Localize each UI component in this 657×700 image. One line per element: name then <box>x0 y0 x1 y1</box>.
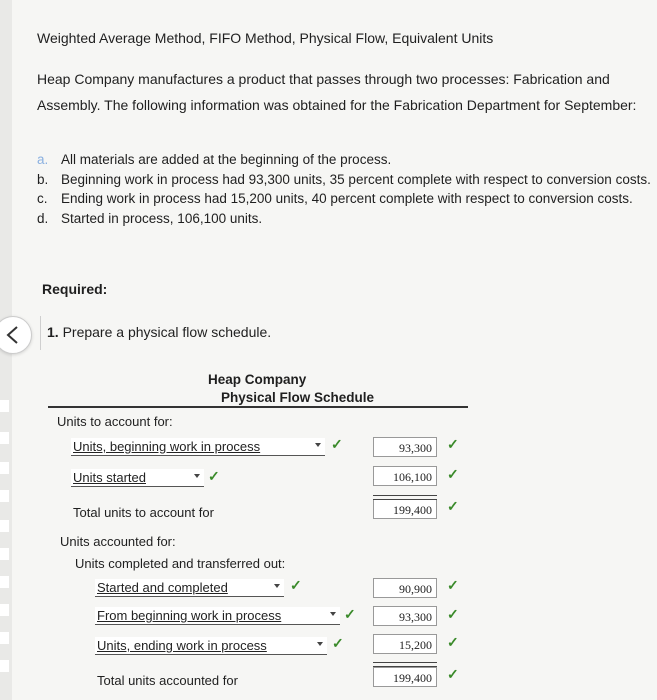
check-icon: ✓ <box>447 666 459 682</box>
from-bwip-select[interactable] <box>95 607 340 625</box>
from-bwip-input[interactable]: 93,300 <box>373 606 437 626</box>
check-icon: ✓ <box>447 498 459 514</box>
check-icon: ✓ <box>447 577 459 593</box>
list-item-text: Ending work in process had 15,200 units, 40 percent complete with respect to conversion costs. <box>61 191 633 206</box>
started-completed-input[interactable]: 90,900 <box>373 578 437 598</box>
chevron-down-icon <box>315 443 321 447</box>
total-accounted-label: Total units accounted for <box>97 673 238 688</box>
list-item-text: All materials are added at the beginning of the process. <box>61 152 392 167</box>
header-rule <box>48 406 468 408</box>
chevron-down-icon <box>194 474 200 478</box>
bwip-input[interactable]: 93,300 <box>373 437 437 457</box>
list-marker: d. <box>37 210 49 226</box>
ewip-input[interactable]: 15,200 <box>373 634 437 654</box>
gutter-mark <box>0 490 9 502</box>
completed-header: Units completed and transferred out: <box>75 556 286 571</box>
question-divider <box>40 316 41 350</box>
check-icon: ✓ <box>290 577 302 593</box>
gutter-mark <box>0 576 9 588</box>
list-item-text: Started in process, 106,100 units. <box>61 210 263 226</box>
double-rule <box>373 495 437 500</box>
accounted-header: Units accounted for: <box>60 534 176 549</box>
started-input[interactable]: 106,100 <box>373 466 437 486</box>
list-item-text: Beginning work in process had 93,300 units, 35 percent complete with respect to conversion costs. <box>61 171 651 187</box>
given-list <box>37 150 652 228</box>
gutter-mark <box>0 432 9 444</box>
chevron-left-icon <box>5 325 19 345</box>
list-item <box>37 150 652 170</box>
check-icon: ✓ <box>447 634 459 650</box>
gutter-mark <box>0 520 9 532</box>
check-icon: ✓ <box>447 466 459 482</box>
gutter-mark <box>0 548 9 560</box>
list-item <box>37 209 652 229</box>
list-item <box>37 170 652 190</box>
check-icon: ✓ <box>208 468 220 484</box>
bwip-select-value: Units, beginning work in process <box>73 439 261 454</box>
bwip-select[interactable] <box>71 438 325 456</box>
gutter-mark <box>0 400 9 412</box>
question-1 <box>47 324 271 340</box>
problem-title: Weighted Average Method, FIFO Method, Physical Flow, Equivalent Units <box>37 30 494 46</box>
list-item <box>37 189 652 209</box>
schedule-company: Heap Company <box>208 372 307 387</box>
list-marker: a. <box>37 152 49 167</box>
started-select[interactable] <box>71 469 204 487</box>
required-label: Required: <box>42 281 108 297</box>
total-to-account-label: Total units to account for <box>73 505 214 520</box>
schedule-title: Physical Flow Schedule <box>221 390 375 405</box>
list-marker: c. <box>37 191 48 206</box>
check-icon: ✓ <box>447 606 459 622</box>
check-icon: ✓ <box>332 635 344 651</box>
question-number: 1. <box>47 324 59 340</box>
check-icon: ✓ <box>331 436 343 452</box>
gutter-mark <box>0 604 9 616</box>
gutter-mark <box>0 632 9 644</box>
from-bwip-select-value: From beginning work in process <box>97 608 282 623</box>
check-icon: ✓ <box>447 436 459 452</box>
total-to-account-input[interactable]: 199,400 <box>373 499 437 519</box>
chevron-down-icon <box>317 642 323 646</box>
total-accounted-input[interactable]: 199,400 <box>373 667 437 687</box>
check-icon: ✓ <box>344 606 356 622</box>
gutter-mark <box>0 660 9 672</box>
back-button[interactable] <box>0 316 32 354</box>
started-select-value: Units started <box>73 470 146 485</box>
ewip-select-value: Units, ending work in process <box>97 638 267 653</box>
problem-intro: Heap Company manufactures a product that passes through two processes: Fabrication and Assembly. The following information was obtained for the Fabrication Department for September: <box>37 71 637 113</box>
to-account-header: Units to account for: <box>57 414 173 429</box>
list-marker: b. <box>37 171 49 187</box>
chevron-down-icon <box>274 584 280 588</box>
started-completed-select-value: Started and completed <box>97 580 228 595</box>
ewip-select[interactable] <box>95 637 327 655</box>
started-completed-select[interactable] <box>95 579 284 597</box>
gutter-mark <box>0 462 9 474</box>
question-text: Prepare a physical flow schedule. <box>62 324 272 340</box>
chevron-down-icon <box>330 612 336 616</box>
